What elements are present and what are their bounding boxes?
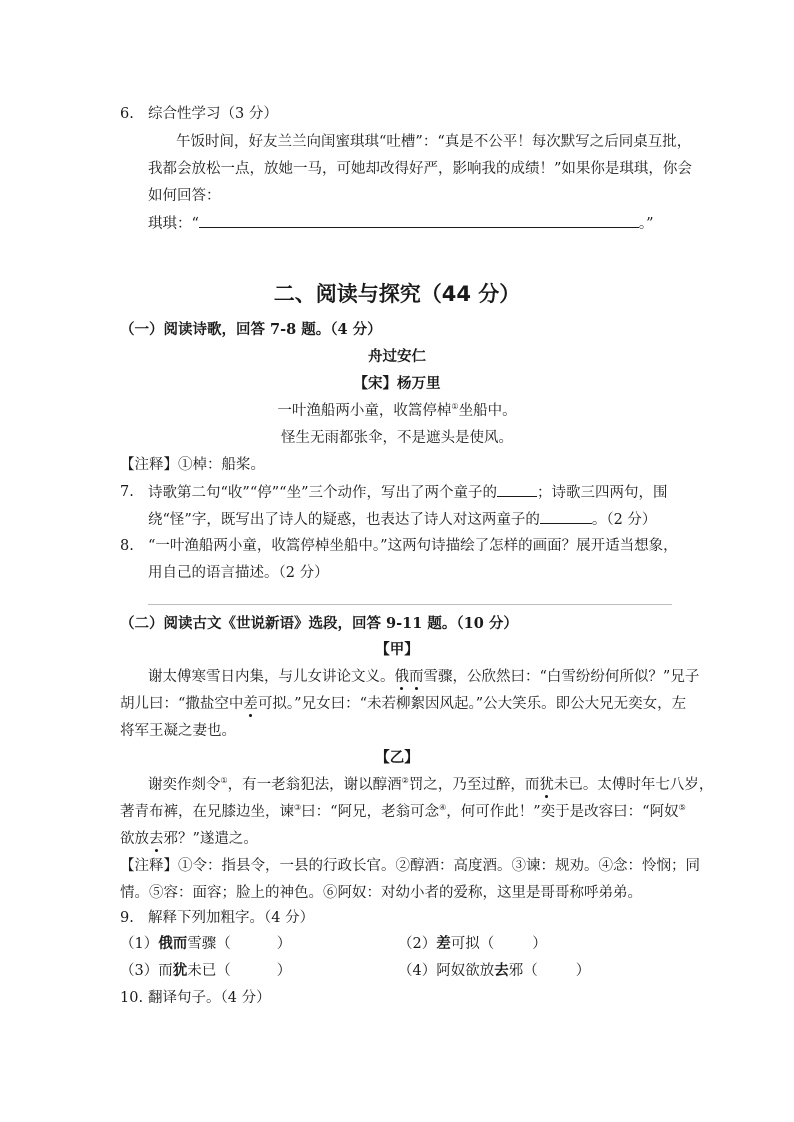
q9-item-1: （1）俄而雪骤（ ） xyxy=(120,935,292,952)
q8-number: 8. xyxy=(120,538,134,554)
q6-paragraph-line-1: 午饭时间，好友兰兰向闺蜜琪琪“吐槽”：“真是不公平！每次默写之后同桌互批， xyxy=(176,134,692,150)
q7-number: 7. xyxy=(120,484,134,500)
q6-answer-prefix: 琪琪：“ xyxy=(148,216,199,232)
q9-number: 9. xyxy=(120,910,134,926)
q10-title: 翻译句子。（4 分） xyxy=(148,990,271,1006)
passage-yi-line-3: 欲放去邪？”遂遣之。 xyxy=(120,831,258,847)
part1-heading: （一）阅读诗歌，回答 7-8 题。（4 分） xyxy=(120,321,382,338)
passage-note-line-2: 情。⑤容：面容；脸上的神色。⑥阿奴：对幼小者的爱称，这里是哥哥称呼弟弟。 xyxy=(120,885,642,901)
q9-item-2: （2）差可拟（ ） xyxy=(398,935,547,952)
note-marker: ① xyxy=(451,402,459,412)
poem-line-2: 怪生无雨都张伞，不是遮头是使风。 xyxy=(281,430,513,446)
passage-jia-line-3: 将军王凝之妻也。 xyxy=(120,723,236,739)
poem-note: 【注释】①棹：船桨。 xyxy=(120,457,265,473)
q10-number: 10. xyxy=(120,990,144,1006)
q9-item-4: （4）阿奴欲放去邪（ ） xyxy=(398,962,591,979)
q6-answer-suffix: 。” xyxy=(638,216,654,232)
q6-answer-blank[interactable] xyxy=(199,213,639,228)
q7-line-1: 诗歌第二句“收”“停”“坐”三个动作，写出了两个童子的 ；诗歌三四两句，围 xyxy=(148,482,667,503)
q6-title: 综合性学习（3 分） xyxy=(148,106,278,122)
passage-jia-label: 【甲】 xyxy=(375,641,419,658)
divider xyxy=(148,604,672,605)
passage-jia-line-1: 谢太傅寒雪日内集，与儿女讲论文义。俄而雪骤，公欣然曰：“白雪纷纷何所似？”兄子 xyxy=(148,669,700,685)
part2-heading: （二）阅读古文《世说新语》选段，回答 9-11 题。（10 分） xyxy=(120,615,518,632)
passage-jia-line-2: 胡儿曰：“撒盐空中差可拟。”兄女曰：“未若柳絮因风起。”公大笑乐。即公大兄无奕女，左 xyxy=(120,696,687,712)
poem-line-1: 一叶渔船两小童，收篙停棹①坐船中。 xyxy=(277,402,517,419)
poem-title: 舟过安仁 xyxy=(368,348,426,365)
passage-yi-label: 【乙】 xyxy=(375,749,419,766)
section-title: 二、阅读与探究（44 分） xyxy=(273,282,521,306)
passage-yi-line-1: 谢奕作剡令①，有一老翁犯法，谢以醇酒②罚之，乃至过醉，而犹未已。太傅时年七八岁， xyxy=(148,776,714,793)
q9-item-3: （3）而犹未已（ ） xyxy=(120,962,292,979)
passage-yi-line-2: 著青布裤，在兄膝边坐，谏③曰：“阿兄，老翁可念④，何可作此！”奕于是改容曰：“阿奴⑤ xyxy=(120,803,686,820)
q8-line-1: “一叶渔船两小童，收篙停棹坐船中。”这两句诗描绘了怎样的画面？展开适当想象， xyxy=(148,538,678,554)
q7-line-2: 绕“怪”字，既写出了诗人的疑惑，也表达了诗人对这两童子的 。（2 分） xyxy=(148,509,656,530)
q6-paragraph-line-3: 如何回答： xyxy=(148,188,221,204)
q6-number: 6. xyxy=(120,106,134,122)
q9-title: 解释下列加粗字。（4 分） xyxy=(148,910,315,926)
q8-line-2: 用自己的语言描述。（2 分） xyxy=(148,565,329,581)
poem-author: 【宋】杨万里 xyxy=(353,375,441,392)
q6-answer-line xyxy=(148,213,654,234)
q7-blank-1[interactable] xyxy=(497,482,537,497)
passage-note-line-1: 【注释】①令：指县令，一县的行政长官。②醇酒：高度酒。③谏：规劝。④念：怜悯；同 xyxy=(120,858,700,874)
q7-blank-2[interactable] xyxy=(540,509,592,524)
q6-paragraph-line-2: 我都会放松一点，放她一马，可她却改得好严，影响我的成绩！”如果你是琪琪，你会 xyxy=(148,161,692,177)
